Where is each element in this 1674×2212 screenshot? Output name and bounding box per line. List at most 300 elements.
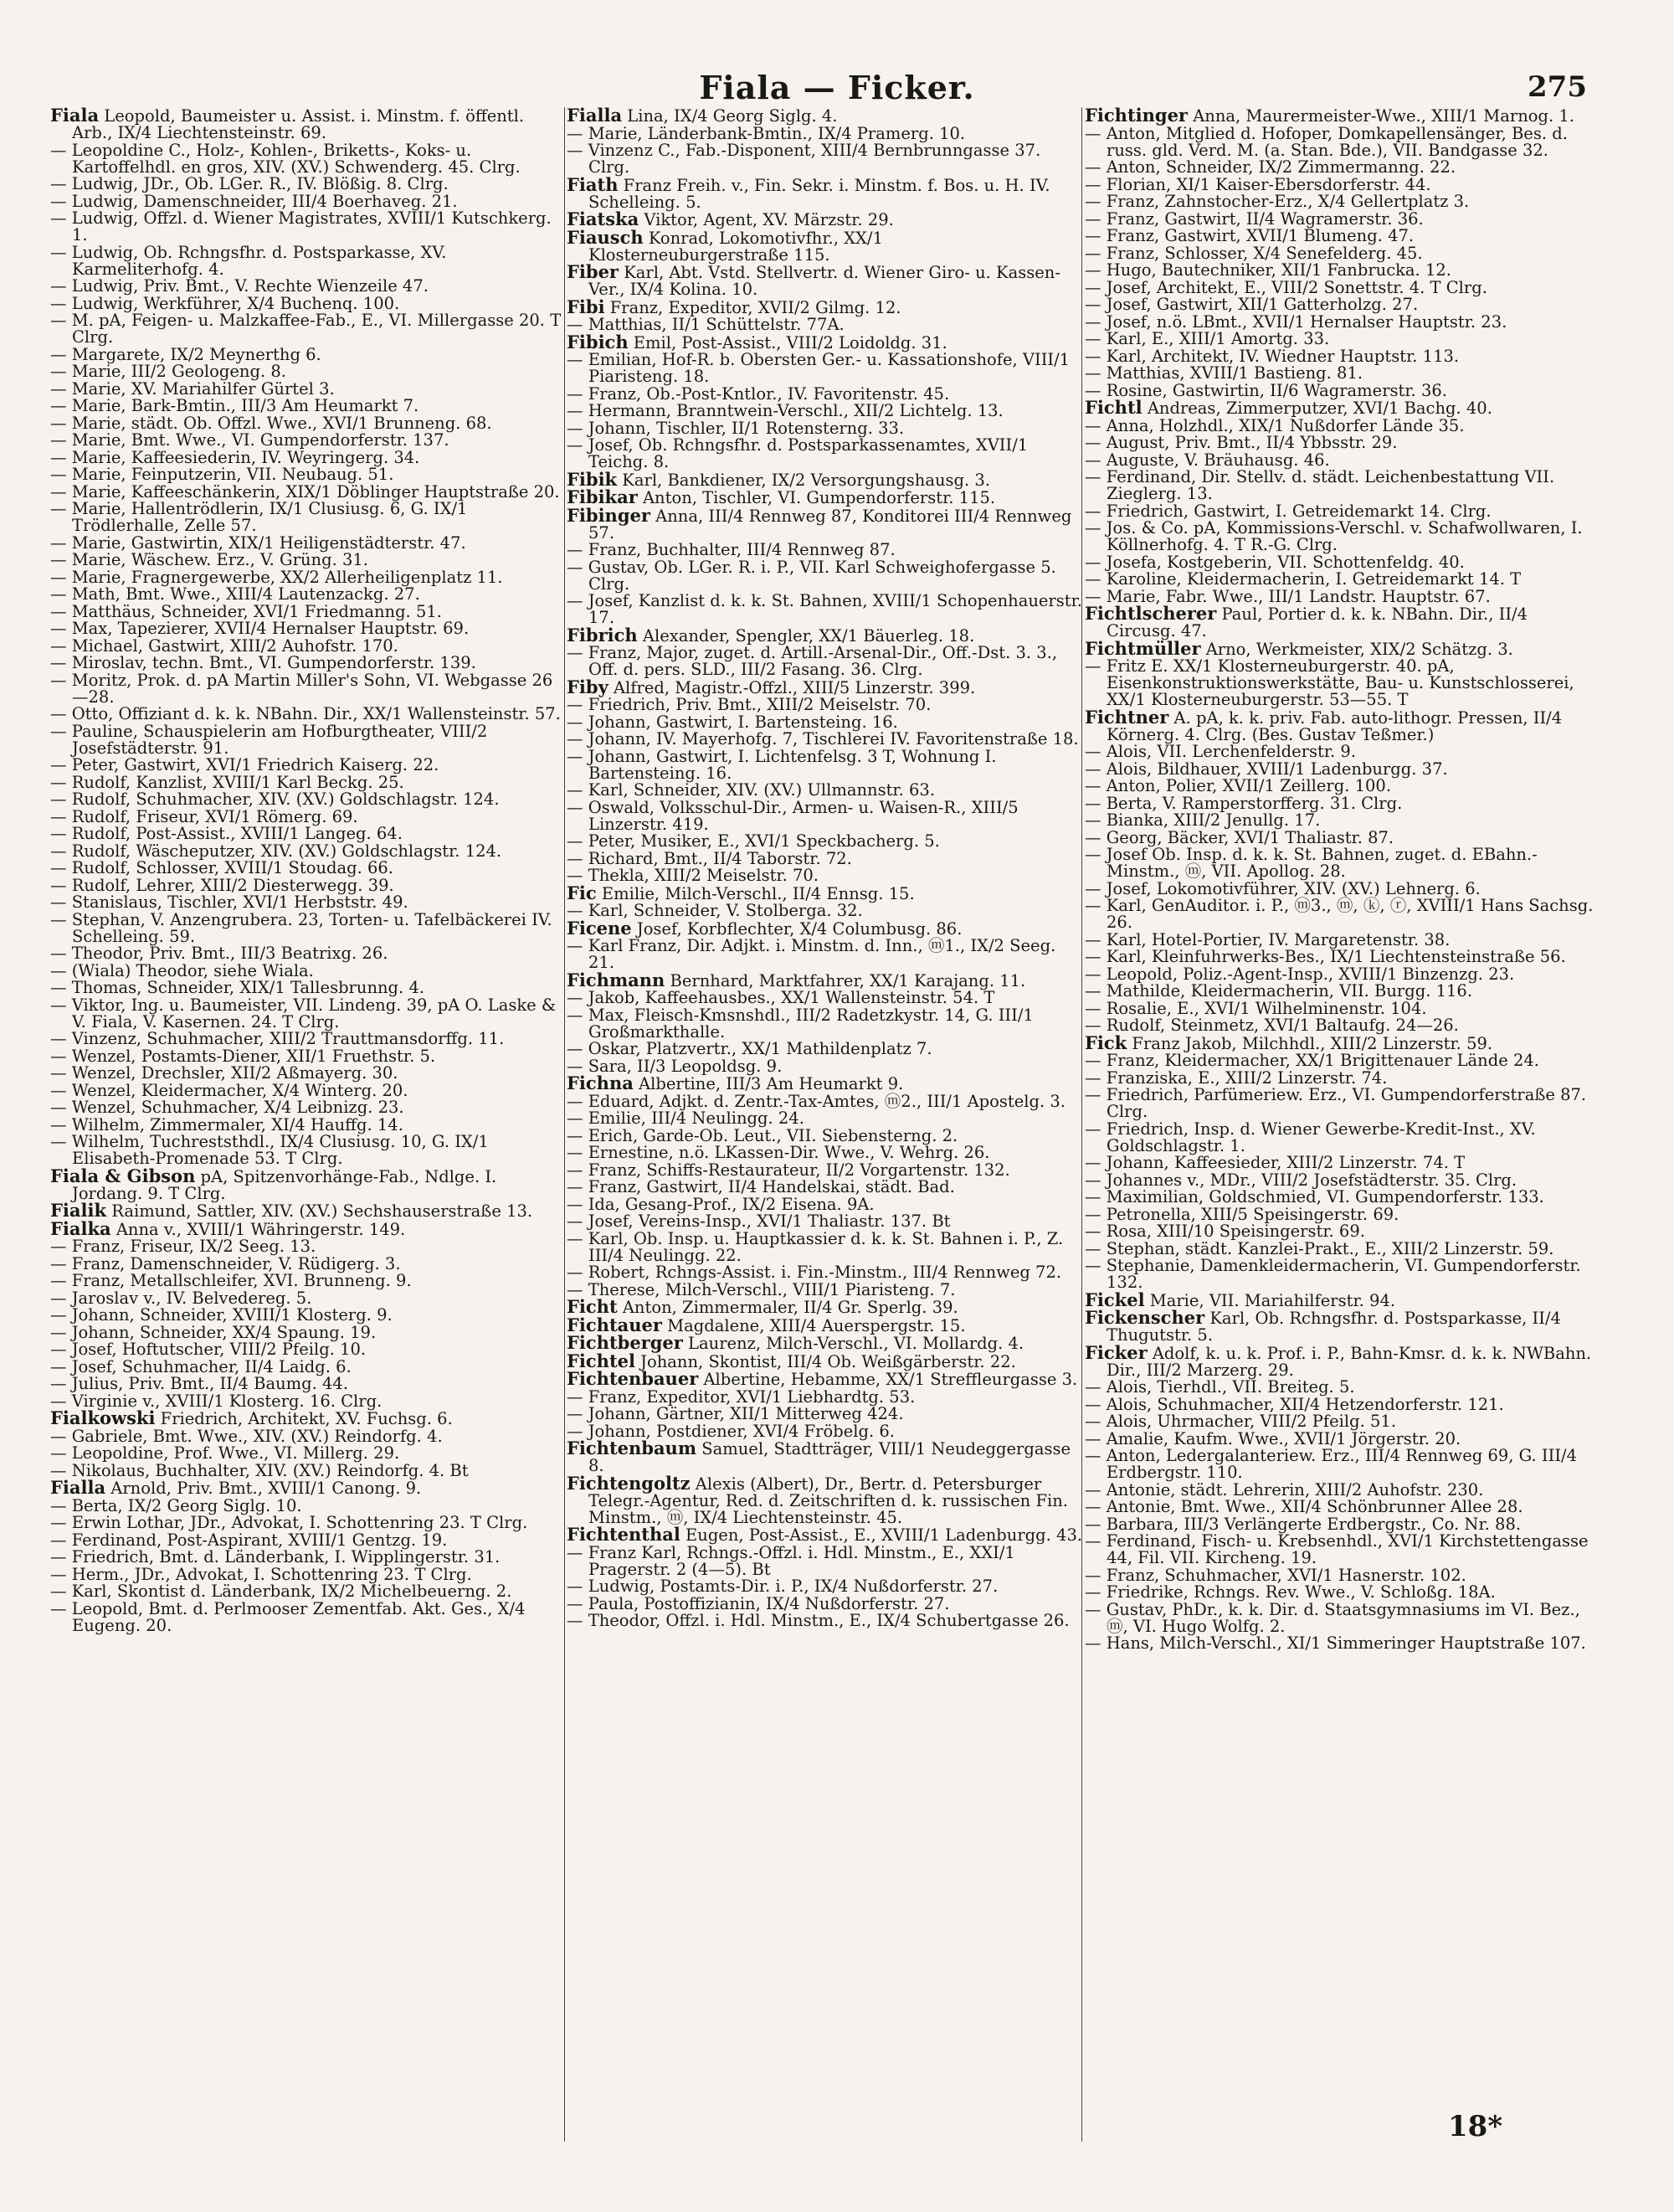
entry-text: — Franz, Friseur, IX/2 Seeg. 13. [50,1237,316,1256]
entry-text: — Franz, Gastwirt, II/4 Wagramerstr. 36. [1085,208,1424,229]
entry-text: — Friedrich, Parfümeriew. Erz., VI. Gumpendorferstraße 87. Clrg. [1085,1085,1587,1121]
directory-entry [567,833,1084,850]
entry-text: — Rudolf, Lehrer, XIII/2 Diesterwegg. 39. [50,875,394,895]
directory-entry [567,316,1084,333]
entry-text: — Emilian, Hof-R. b. Obersten Ger.- u. Kassationshofe, VIII/1 Piaristeng. 18. [567,350,1071,386]
entry-text: — Peter, Musiker, E., XVI/1 Speckbacherg. 5. [567,831,940,851]
surname-heading: Fiala & Gibson [50,1165,196,1186]
entry-text: — Virginie v., XVIII/1 Klosterg. 16. Clrg. [50,1391,383,1411]
entry-text: — Max, Tapezierer, XVII/4 Hernalser Hauptstr. 69. [50,619,470,638]
entry-text: — Franz, Expeditor, XVI/1 Liebhardtg. 53. [567,1386,916,1407]
directory-entry [1085,637,1600,659]
directory-entry [567,1613,1084,1629]
entry-text: — Ferdinand, Dir. Stellv. d. städt. Leichenbestattung VII. Zieglerg. 13. [1085,467,1555,503]
surname-heading: Fic [567,882,597,903]
directory-entry [567,1162,1084,1179]
directory-entry [567,1526,1084,1544]
directory-entry [1085,193,1600,210]
directory-entry [567,1279,1084,1299]
directory-entry [567,1007,1084,1041]
entry-text: — Franz, Major, zuget. d. Artill.-Arsenal-Dir., Off.-Dst. 3. 3., Off. d. pers. SLD., III/2 Fasang. 36. Clrg. [567,643,1058,679]
directory-entry [50,655,567,671]
directory-entry [1085,966,1600,983]
directory-entry [567,1041,1084,1057]
entry-text: Bernhard, Marktfahrer, XX/1 Karajang. 11. [665,970,1026,990]
directory-entry [567,261,1084,299]
directory-entry [1085,1428,1600,1448]
entry-text: — Alois, Uhrmacher, VIII/2 Pfeilg. 51. [1085,1412,1397,1431]
surname-heading: Fiausch [567,226,644,248]
directory-entry [50,1322,567,1342]
entry-text: — Herm., JDr., Advokat, I. Schottenring 23. T Clrg. [50,1564,472,1584]
entry-text: — Marie, Wäschew. Erz., V. Grüng. 31. [50,550,368,569]
entry-text: Magdalene, XIII/4 Auerspergstr. 15. [661,1315,966,1335]
entry-text: — Karl, GenAuditor. i. P., ⓜ3., ⓜ, ⓚ, ⓡ, XVIII/1 Hans Sachsg. 26. [1085,896,1594,932]
entry-text: — Therese, Milch-Verschl., VIII/1 Piaristeng. 7. [567,1279,956,1299]
surname-heading: Fichtner [1085,706,1169,728]
directory-entry [50,1253,567,1273]
directory-entry [1085,1031,1600,1053]
entry-text: — Johann, Gastwirt, I. Bartensteing. 16. [567,712,898,732]
entry-text: Alexander, Spengler, XX/1 Bäuerleg. 18. [637,625,975,646]
directory-entry [1085,1121,1600,1155]
directory-entry [1085,107,1600,125]
entry-text: — Marie, Länderbank-Bmtin., IX/4 Pramerg. 10. [567,123,966,143]
entry-text: — Ludwig, Damenschneider, III/4 Boerhaveg. 21. [50,191,458,211]
entry-text: — August, Priv. Bmt., II/4 Ybbsstr. 29. [1085,433,1398,452]
entry-text: — Johann, IV. Mayerhofg. 7, Tischlerei IV. Favoritenstraße 18. [567,729,1079,748]
entry-text: — Hermann, Branntwein-Verschl., XII/2 Lichtelg. 13. [567,401,1004,420]
directory-entry [50,1515,567,1531]
directory-entry [1085,778,1600,795]
directory-entry [567,1440,1084,1474]
directory-entry [50,1080,567,1100]
entry-text: A. pA, k. k. priv. Fab. auto-lithogr. Pressen, II/4 Körnerg. 4. Clrg. (Bes. Gustav Teßmer.) [1107,707,1563,744]
entry-text: — Franz, Damenschneider, V. Rüdigerg. 3. [50,1253,401,1273]
entry-text: — Otto, Offiziant d. k. k. NBahn. Dir., XX/1 Wallensteinstr. 57. [50,704,561,723]
directory-entry [50,363,567,380]
entry-text: — Max, Fleisch-Kmsnshdl., III/2 Radetzkystr. 14, G. III/1 Großmarkthalle. [567,1005,1034,1042]
entry-text: Anna, Maurermeister-Wwe., XIII/1 Marnog. 1. [1188,107,1574,126]
entry-text: — Math, Bmt. Wwe., XIII/4 Lautenzackg. 27. [50,584,420,604]
directory-entry [567,542,1084,558]
entry-text: — Franz, Buchhalter, III/4 Rennweg 87. [567,540,896,559]
directory-entry [50,601,567,621]
entry-text: — M. pA, Feigen- u. Malzkaffee-Fab., E., VI. Millergasse 20. T Clrg. [50,311,562,347]
directory-entry [50,806,567,826]
directory-entry [1085,998,1600,1018]
entry-text: — Karl, Schneider, V. Stolberga. 32. [567,901,863,920]
entry-text: — Matthäus, Schneider, XVI/1 Friedmanng. 51. [50,601,442,621]
entry-text: — Gustav, Ob. LGer. R. i. P., VII. Karl Schweighofergasse 5. Clrg. [567,557,1056,594]
entry-text: — Vinzenz C., Fab.-Disponent, XIII/4 Bernbrunngasse 37. Clrg. [567,141,1041,177]
directory-entry [567,676,1084,697]
surname-heading: Fibinger [567,504,650,526]
entry-text: — Hugo, Bautechniker, XII/1 Fanbrucka. 12. [1085,260,1451,280]
directory-entry [50,1290,567,1307]
directory-entry [567,867,1084,884]
directory-entry [1085,208,1600,229]
entry-text: Albertine, Hebamme, XX/1 Streffleurgasse 3. [698,1370,1078,1389]
directory-entry [567,748,1084,782]
entry-text: — Antonie, Bmt. Wwe., XII/4 Schönbrunner Allee 28. [1085,1497,1523,1516]
directory-entry [50,1460,567,1480]
entry-text: Raimund, Sattler, XIV. (XV.) Sechshauserstraße 13. [106,1201,533,1221]
entry-text: — Karl, E., XIII/1 Amortg. 33. [1085,329,1330,348]
entry-text: — Florian, XI/1 Kaiser-Ebersdorferstr. 44. [1085,174,1431,194]
surname-heading: Fiala [50,107,100,126]
directory-entry [50,620,567,637]
directory-entry [50,1099,567,1116]
entry-text: — Karl, Ob. Insp. u. Hauptkassier d. k. k. St. Bahnen i. P., Z. III/4 Neulingg. 22. [567,1228,1064,1265]
entry-text: — Josef, Kanzlist d. k. k. St. Bahnen, XVIII/1 Schopenhauerstr. 17. [567,591,1082,627]
directory-entry [50,278,567,295]
entry-text: — Stanislaus, Tischler, XVI/1 Herbststr. 49. [50,893,408,912]
entry-text: — Marie, Bmt. Wwe., VI. Gumpendorferstr. 137. [50,430,449,450]
entry-text: — Viktor, Ing. u. Baumeister, VII. Lindeng. 39, pA O. Laske & V. Fiala, V. Kasernen. 24. T Clrg. [50,995,557,1031]
directory-entry [50,774,567,791]
column-3 [1085,107,1600,2150]
entry-text: — Peter, Gastwirt, XVI/1 Friedrich Kaiserg. 22. [50,755,439,774]
entry-text: Anton, Zimmermaler, II/4 Gr. Sperlg. 39. [617,1298,958,1317]
column-2 [567,107,1084,2150]
directory-entry [567,1593,1084,1613]
entry-text: — Josef, Hoftutscher, VIII/2 Pfeilg. 10. [50,1340,367,1359]
directory-entry [50,569,567,586]
surname-heading: Fickenscher [1085,1307,1205,1328]
directory-entry [50,997,567,1031]
entry-text: Lina, IX/4 Georg Siglg. 4. [622,107,838,126]
entry-text: — Auguste, V. Bräuhausg. 46. [1085,450,1330,470]
directory-entry [1085,1017,1600,1034]
directory-entry [50,532,567,553]
entry-text: — Marie, III/2 Geologeng. 8. [50,362,286,381]
directory-entry [1085,554,1600,571]
entry-text: — Oswald, Volksschul-Dir., Armen- u. Waisen-R., XIII/5 Linzerstr. 419. [567,797,1019,834]
directory-entry [50,945,567,962]
directory-entry [567,331,1084,352]
directory-entry [50,312,567,346]
entry-text: — Bianka, XIII/2 Jenullg. 17. [1085,810,1321,830]
entry-text: — Margarete, IX/2 Meynerthg 6. [50,344,321,364]
directory-entry [50,398,567,414]
directory-entry [1085,949,1600,965]
entry-text: — Miroslav, techn. Bmt., VI. Gumpendorferstr. 139. [50,653,476,672]
surname-heading: Fichtel [567,1350,635,1371]
surname-heading: Ficht [567,1296,618,1317]
entry-text: — Franz, Metallschleifer, XVI. Brunneng. 9. [50,1271,412,1290]
entry-text: — Alois, Tierhdl., VII. Breiteg. 5. [1085,1377,1355,1397]
entry-text: — Wenzel, Kleidermacher, X/4 Winterg. 20. [50,1080,408,1100]
surname-heading: Fibikar [567,486,638,507]
directory-entry [1085,1394,1600,1414]
surname-heading: Ficene [567,917,632,939]
directory-entry [50,1495,567,1515]
entry-text: — Oskar, Platzvertr., XX/1 Mathildenplatz 7. [567,1039,932,1058]
entry-text: — Franz Karl, Rchngs.-Offzl. i. Hdl. Minstm., E., XXI/1 Pragerstr. 2 (4—5). Bt [567,1542,1015,1579]
entry-text: — Ludwig, Ob. Rchngsfhr. d. Postsparkasse, XV. Karmeliterhofg. 4. [50,242,447,279]
entry-text: — Theodor, Offzl. i. Hdl. Minstm., E., IX/4 Schubertgasse 26. [567,1611,1070,1630]
directory-entry [567,1332,1084,1353]
directory-entry [1085,1087,1600,1120]
directory-entry [1085,743,1600,760]
entry-text: — Maximilian, Goldschmied, VI. Gumpendorferstr. 133. [1085,1187,1544,1206]
directory-entry [1085,1155,1600,1171]
directory-entry [50,447,567,467]
directory-entry [567,714,1084,731]
entry-text: — Gustav, PhDr., k. k. Dir. d. Staatsgymnasiums im VI. Bez., ⓜ, VI. Hugo Wolfg. 2. [1085,1599,1580,1636]
entry-text: Franz, Expeditor, XVII/2 Gilmg. 12. [604,297,901,317]
directory-entry [567,208,1084,229]
directory-entry [567,1386,1084,1407]
entry-text: — Marie, Bark-Bmtin., III/3 Am Heumarkt 7. [50,396,419,415]
surname-heading: Fiatska [567,208,639,229]
directory-entry [567,903,1084,919]
surname-heading: Fibich [567,331,629,352]
directory-entry [50,1307,567,1324]
entry-text: — Robert, Rchngs-Assist. i. Fin.-Minstm., III/4 Rennweg 72. [567,1263,1062,1282]
entry-text: — Petronella, XIII/5 Speisingerstr. 69. [1085,1204,1399,1224]
directory-entry [1085,380,1600,400]
entry-text: — Paula, Postoffizianin, IX/4 Nußdorferstr. 27. [567,1593,950,1613]
entry-text: — Fritz E. XX/1 Klosterneuburgerstr. 40. pA, Eisenkonstruktionswerkstätte, Bau- u. Kunstschlosserei, XX/1 Klosterneuburgerstr. 53—55. T [1085,656,1574,709]
entry-text: — Friedrich, Bmt. d. Länderbank, I. Wipplingerstr. 31. [50,1547,501,1566]
entry-text: — Johann, Tischler, II/1 Rotensterng. 33. [567,418,905,438]
directory-entry [567,1472,1084,1527]
surname-heading: Fichtberger [567,1332,683,1353]
entry-text: — Alois, Schuhmacher, XII/4 Hetzendorferstr. 121. [1085,1394,1504,1414]
directory-entry [1085,1067,1600,1088]
directory-entry [1085,1599,1600,1636]
entry-text: — Sara, II/3 Leopoldsg. 9. [567,1056,783,1076]
directory-entry [1085,878,1600,898]
sheet-signature: 18* [1448,2110,1503,2143]
surname-heading: Fibrich [567,624,638,646]
running-head: Fiala — Ficker. [699,69,975,106]
directory-entry [567,420,1084,437]
directory-entry [1085,348,1600,365]
directory-entry [1085,311,1600,332]
surname-heading: Ficker [1085,1341,1148,1363]
directory-entry [1085,331,1600,347]
directory-entry [50,552,567,568]
directory-entry [50,1598,567,1635]
directory-entry [567,697,1084,713]
entry-text: — Ludwig, Offzl. d. Wiener Magistrates, XVIII/1 Kutschkerg. 1. [50,208,552,244]
directory-entry [1085,1309,1600,1344]
surname-heading: Fibi [567,296,605,317]
directory-entry [50,980,567,996]
directory-entry [567,797,1084,834]
directory-entry [1085,827,1600,847]
directory-entry [50,481,567,502]
surname-heading: Fichtmüller [1085,637,1201,659]
directory-entry [567,917,1084,939]
directory-entry [567,559,1084,593]
surname-heading: Fichtauer [567,1314,662,1335]
entry-text: — Matthias, XVIII/1 Bastieng. 81. [1085,363,1363,383]
directory-entry [50,894,567,911]
directory-entry [50,501,567,534]
entry-text: — Eduard, Adjkt. d. Zentr.-Tax-Amtes, ⓜ2., III/1 Apostelg. 3. [567,1091,1066,1111]
entry-text: — (Wiala) Theodor, siehe Wiala. [50,960,314,980]
directory-entry [1085,1533,1600,1566]
directory-entry [50,1065,567,1082]
surname-heading: Fiber [567,261,619,282]
directory-entry [1085,1223,1600,1240]
directory-entry [567,437,1084,471]
surname-heading: Fiath [567,173,619,195]
directory-entry [1085,1499,1600,1515]
entry-text: — Josefa, Kostgeberin, VII. Schottenfeldg. 40. [1085,552,1465,572]
entry-text: — Franz, Gastwirt, XVII/1 Blumeng. 47. [1085,226,1415,245]
directory-entry [50,1238,567,1255]
entry-text: Franz Jakob, Milchhdl., XIII/2 Linzerstr. 59. [1127,1033,1493,1053]
directory-entry [1085,795,1600,812]
entry-text: — Emilie, III/4 Neulingg. 24. [567,1109,804,1128]
directory-entry [1085,399,1600,417]
directory-entry [567,731,1084,748]
entry-text: — Richard, Bmt., II/4 Taborstr. 72. [567,848,852,868]
surname-heading: Fichtenbauer [567,1368,699,1389]
entry-text: — Rudolf, Wäscheputzer, XIV. (XV.) Goldschlagstr. 124. [50,841,502,861]
directory-entry [1085,159,1600,176]
directory-entry [50,909,567,946]
directory-entry [1085,228,1600,244]
entry-text: — Ferdinand, Post-Aspirant, XVIII/1 Gentzg. 19. [50,1530,448,1550]
entry-text: — Friedrich, Insp. d. Wiener Gewerbe-Kredit-Inst., XV. Goldschlagstr. 1. [1085,1119,1536,1155]
directory-entry [50,757,567,774]
directory-entry [50,1165,567,1203]
directory-entry [50,1532,567,1549]
directory-entry [50,344,567,364]
entry-text: — Ernestine, n.ö. LKassen-Dir. Wwe., V. Wehrg. 26. [567,1143,990,1162]
directory-entry [1085,605,1600,640]
entry-text: — Julius, Priv. Bmt., II/4 Baumg. 44. [50,1374,349,1393]
entry-text: — Johann, Schneider, XVIII/1 Klosterg. 9. [50,1305,393,1325]
entry-text: Anna, III/4 Rennweg 87, Konditorei III/4 Rennweg 57. [588,506,1072,543]
entry-text: — Wilhelm, Zimmermaler, XI/4 Hauffg. 14. [50,1114,403,1134]
directory-entry [50,466,567,483]
entry-text: — Josef, Vereins-Insp., XVI/1 Thaliastr. 137. Bt [567,1211,951,1231]
surname-heading: Fichmann [567,969,665,990]
entry-text: Karl, Abt. Vstd. Stellvertr. d. Wiener Giro- u. Kassen-Ver., IX/4 Kolina. 10. [588,263,1060,299]
directory-entry [567,1125,1084,1145]
directory-entry [50,1356,567,1376]
entry-text: Anna v., XVIII/1 Währingerstr. 149. [110,1219,406,1239]
directory-entry [1085,1052,1600,1069]
directory-entry [50,843,567,860]
directory-entry [1085,846,1600,880]
entry-text: Karl, Bankdiener, IX/2 Versorgungshausg. 3. [617,470,991,490]
directory-entry [50,791,567,808]
directory-entry [50,586,567,603]
entry-text: — Josef, Ob. Rchngsfhr. d. Postsparkassenamtes, XVII/1 Teichg. 8. [567,435,1029,471]
directory-entry [50,826,567,842]
directory-entry [1085,452,1600,469]
directory-entry [50,672,567,706]
entry-text: — Vinzenz, Schuhmacher, XIII/2 Trauttmansdorffg. 11. [50,1029,505,1048]
directory-entry [50,1217,567,1239]
directory-entry [50,176,567,193]
entry-text: — Josef, Architekt, E., VIII/2 Sonettstr. 4. T Clrg. [1085,277,1487,297]
directory-entry [50,1114,567,1134]
directory-entry [1085,571,1600,588]
entry-text: — Karl, Architekt, IV. Wiedner Hauptstr. 113. [1085,346,1460,366]
entry-text: — Georg, Bäcker, XVI/1 Thaliastr. 87. [1085,827,1394,847]
surname-heading: Fichtenbaum [567,1438,697,1458]
entry-text: — Rudolf, Schlosser, XVIII/1 Stoudag. 66. [50,858,394,877]
directory-entry [567,645,1084,678]
entry-text: — Leopoldine, Prof. Wwe., VI. Millerg. 29. [50,1443,400,1463]
entry-text: — Rudolf, Post-Assist., XVIII/1 Langeg. 64. [50,824,403,843]
entry-text: — Wilhelm, Tuchreststhdl., IX/4 Clusiusg. 10, G. IX/1 Elisabeth-Promenade 53. T Clrg. [50,1132,489,1168]
entry-text: — Berta, V. Ramperstorfferg. 31. Clrg. [1085,793,1403,813]
entry-text: Arnold, Priv. Bmt., XVIII/1 Canong. 9. [105,1479,422,1498]
entry-text: Andreas, Zimmerputzer, XVI/1 Bachg. 40. [1142,399,1492,418]
directory-entry [50,1341,567,1358]
entry-text: — Johannes v., MDr., VIII/2 Josefstädterstr. 35. Clrg. [1085,1170,1517,1190]
directory-entry [50,1566,567,1583]
directory-entry [567,1578,1084,1595]
directory-entry [50,415,567,432]
entry-text: — Stephanie, Damenkleidermacherin, VI. Gumpendorferstr. 132. [1085,1256,1581,1292]
directory-entry [50,1202,567,1220]
directory-entry [567,296,1084,317]
entry-text: Karl, Ob. Rchngsfhr. d. Postsparkasse, II/4 Thugutstr. 5. [1107,1309,1561,1345]
directory-entry [1085,262,1600,279]
directory-entry [1085,1567,1600,1584]
entry-text: — Stephan, städt. Kanzlei-Prakt., E., XIII/2 Linzerstr. 59. [1085,1238,1554,1258]
entry-text: pA, Spitzenvorhänge-Fab., Ndlge. I. Jordang. 9. T Clrg. [72,1166,497,1203]
entry-text: — Johann, Postdiener, XVI/4 Fröbelg. 6. [567,1421,895,1441]
entry-text: Arno, Werkmeister, XIX/2 Schätzg. 3. [1200,639,1513,659]
entry-text: — Ida, Gesang-Prof., IX/2 Eisena. 9A. [567,1194,875,1214]
entry-text: Anton, Tischler, VI. Gumpendorferstr. 115. [637,488,996,507]
entry-text: — Friedrich, Gastwirt, I. Getreidemarkt 14. Clrg. [1085,501,1492,521]
entry-text: — Michael, Gastwirt, XIII/2 Auhofstr. 170. [50,635,398,656]
directory-entry [567,142,1084,176]
directory-entry [1085,1258,1600,1291]
directory-entry [567,226,1084,265]
directory-entry [567,1542,1084,1579]
directory-entry [1085,706,1600,744]
entry-text: — Marie, Fabr. Wwe., III/1 Landstr. Hauptstr. 67. [1085,586,1491,606]
entry-text: — Alois, VII. Lerchenfelderstr. 9. [1085,742,1357,761]
surname-heading: Fichtenthal [567,1524,680,1545]
entry-text: Josef, Korbflechter, X/4 Columbusg. 86. [631,918,963,939]
directory-entry [50,293,567,313]
directory-entry [1085,415,1600,435]
entry-text: — Hans, Milch-Verschl., XI/1 Simmeringer Hauptstraße 107. [1085,1633,1586,1653]
entry-text: — Rudolf, Schuhmacher, XIV. (XV.) Goldschlagstr. 124. [50,790,500,809]
directory-entry [1085,929,1600,949]
directory-entry [567,123,1084,143]
directory-entry [567,504,1084,543]
directory-entry [1085,469,1600,502]
directory-entry [567,1228,1084,1265]
surname-heading: Fichtengoltz [567,1472,691,1494]
directory-entry [50,1376,567,1392]
entry-text: — Gabriele, Bmt. Wwe., XIV. (XV.) Reindorfg. 4. [50,1426,443,1446]
entry-text: Eugen, Post-Assist., E., XVIII/1 Ladenburgg. 43. [680,1525,1083,1545]
surname-heading: Fialkowski [50,1407,156,1428]
entry-text: — Johann, Kaffeesieder, XIII/2 Linzerstr. 74. T [1085,1153,1466,1172]
column-1 [50,107,567,2150]
entry-text: — Josef, n.ö. LBmt., XVII/1 Hernalser Hauptstr. 23. [1085,311,1507,332]
directory-entry [50,635,567,656]
directory-entry [567,383,1084,404]
